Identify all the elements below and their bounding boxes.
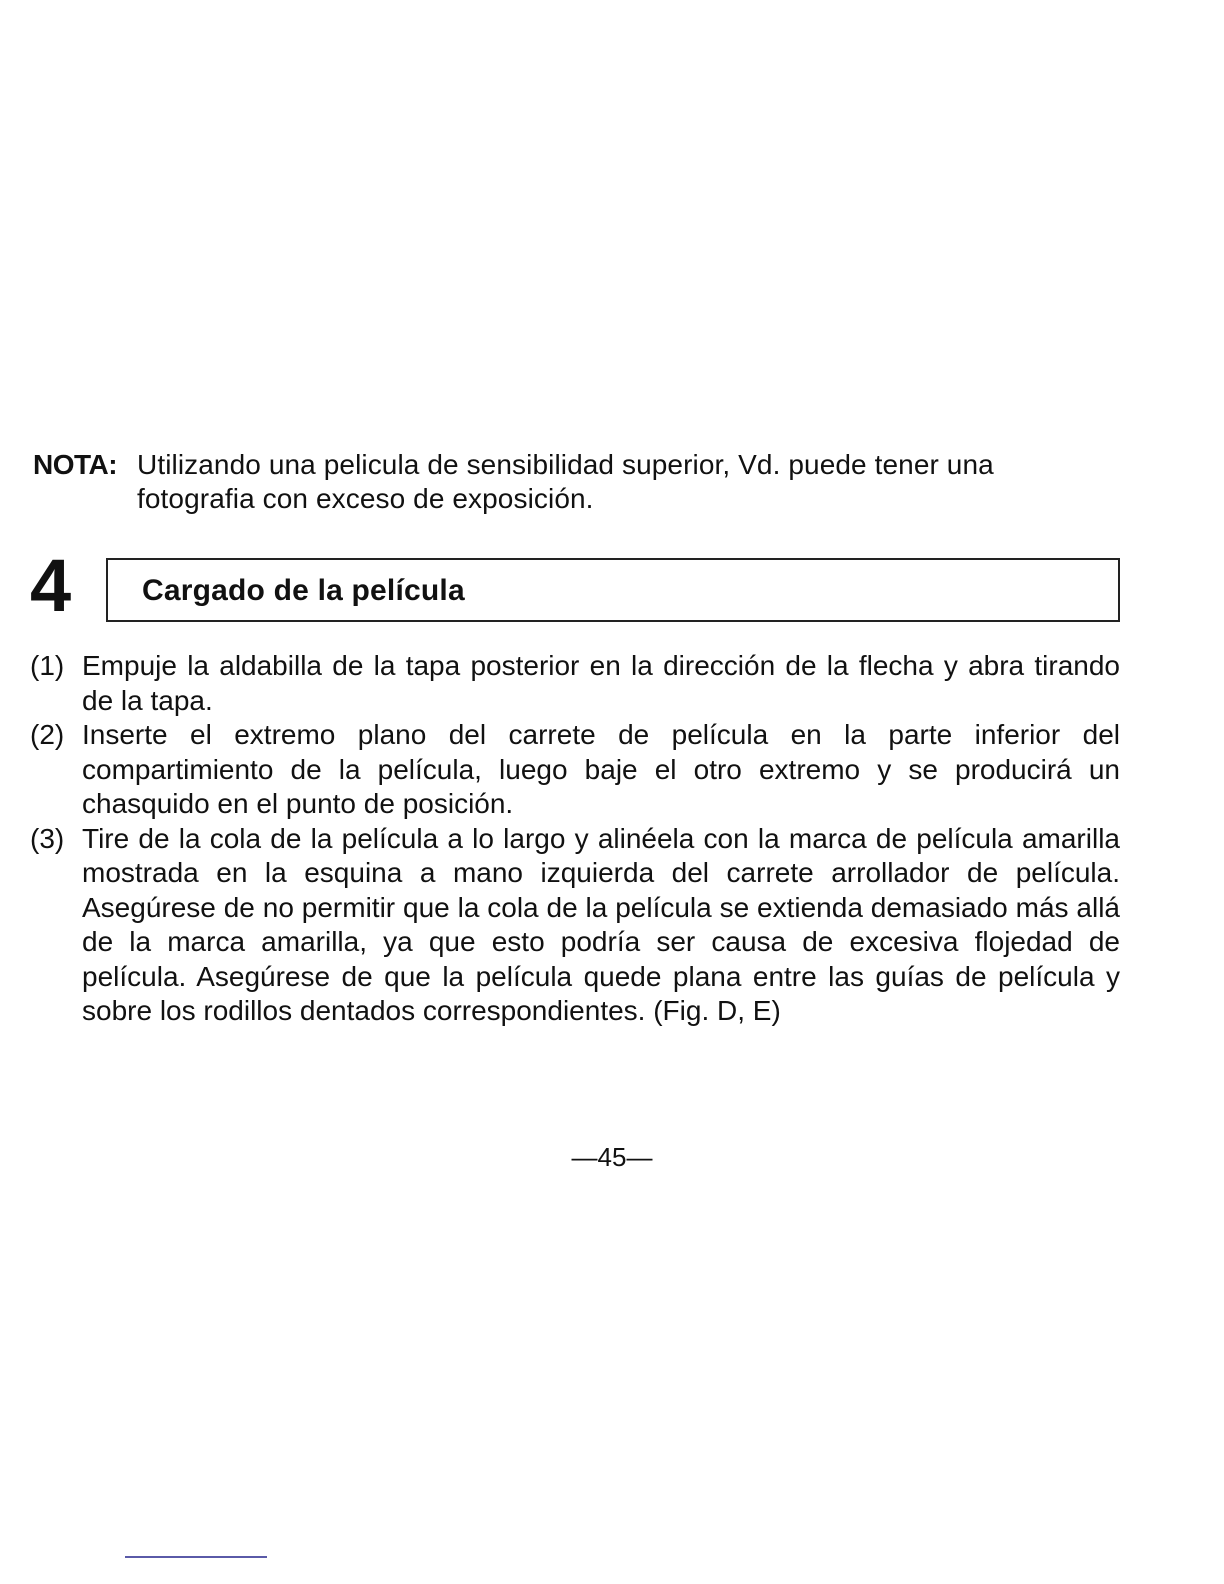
step-item: [30, 649, 1120, 718]
step-number: (1): [30, 650, 65, 681]
footer-rule: [125, 1556, 267, 1558]
step-number: (2): [30, 719, 65, 750]
note-text: Utilizando una pelicula de sensibilidad superior, Vd. puede tener una fotografia con exceso de exposición.: [137, 449, 994, 514]
section-title-box: [106, 558, 1120, 622]
section-number: 4: [30, 544, 70, 627]
step-text: Tire de la cola de la película a lo largo y alinéela con la marca de película amarilla mostrada en la esquina a mano izquierda del carrete arrollador de película. Asegúrese de no permitir que la cola de la película se extienda demasiado más allá de la marca amarilla, ya que esto podría ser causa de excesiva flojedad de película. Asegúrese de que la película quede plana entre las guías de película y sobre los rodillos dentados correspondientes. (Fig. D, E): [82, 822, 1120, 1026]
note-label: NOTA:: [33, 449, 118, 480]
step-item: [30, 718, 1120, 822]
step-text: Inserte el extremo plano del carrete de película en la parte inferior del compartimiento de la película, luego baje el otro extremo y se producirá un chasquido en el punto de posición.: [82, 719, 1120, 819]
step-number: (3): [30, 822, 65, 854]
note-block: [33, 448, 1113, 516]
steps-list: [30, 649, 1120, 1029]
section-title: Cargado de la película: [142, 574, 465, 607]
step-text: Empuje la aldabilla de la tapa posterior en la dirección de la flecha y abra tirando de la tapa.: [82, 650, 1120, 716]
step-item: [30, 822, 1120, 1029]
page-number: —45—: [571, 1142, 653, 1172]
